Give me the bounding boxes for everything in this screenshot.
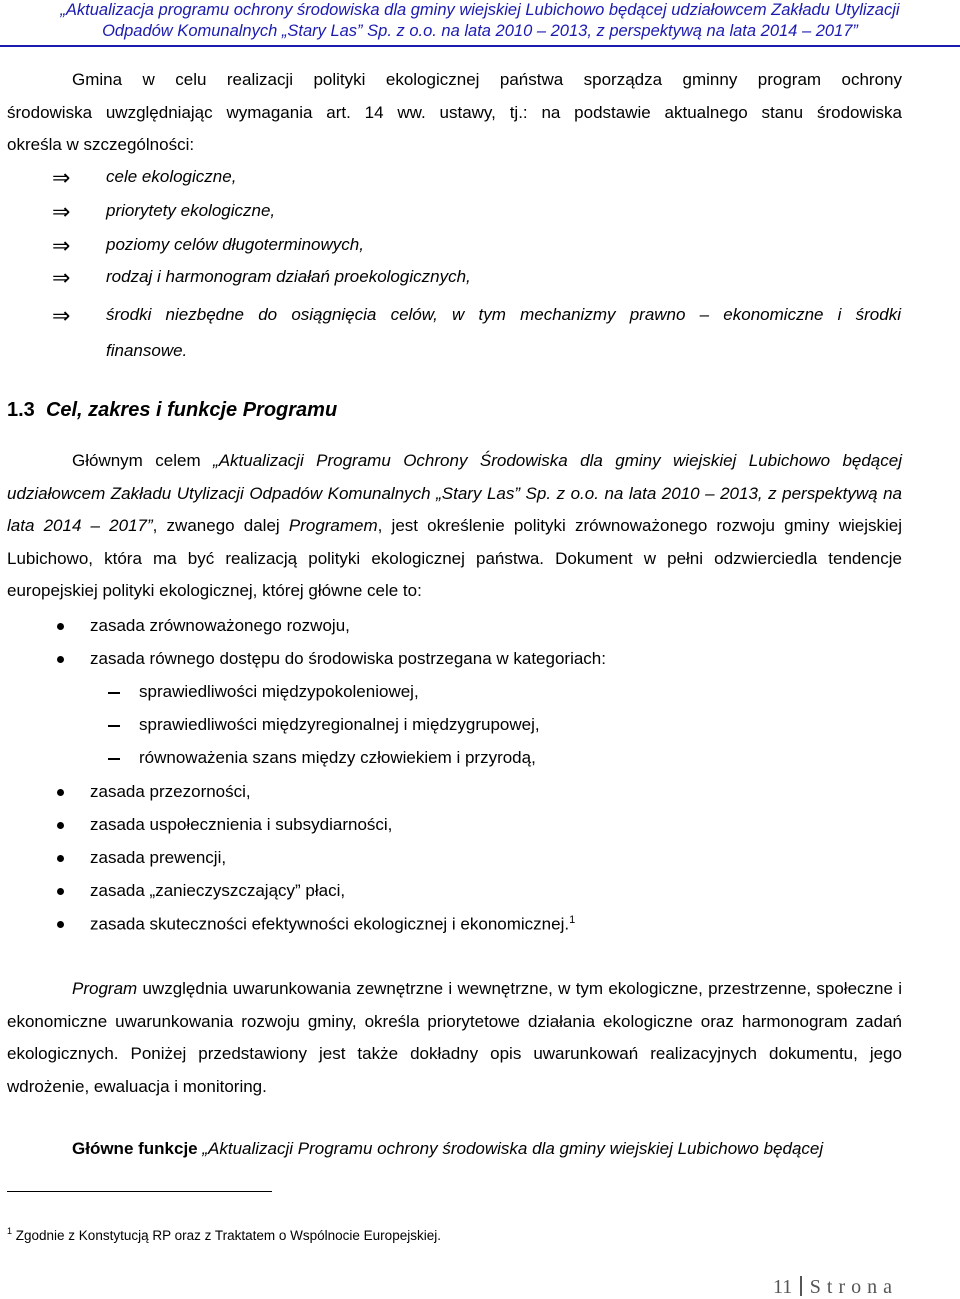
bullet-icon xyxy=(57,822,64,829)
functions-lead: Główne funkcje xyxy=(72,1139,203,1158)
double-arrow-icon: ⇒ xyxy=(52,165,71,190)
main-paragraph xyxy=(7,445,902,608)
section-number: 1.3 xyxy=(7,399,35,421)
bullet-text: zasada prewencji, xyxy=(90,848,227,867)
functions-line xyxy=(7,1133,902,1166)
bullet-icon xyxy=(57,921,64,928)
bullet-text: zasada przezorności, xyxy=(90,782,251,801)
bullet-text-content: zasada skuteczności efektywności ekologicznej i ekonomicznej. xyxy=(90,914,570,934)
arrow-item-text: poziomy celów długoterminowych, xyxy=(106,235,364,254)
footnote-reference: 1 xyxy=(569,914,576,926)
functions-title: „Aktualizacji Programu ochrony środowiska dla gminy wiejskiej Lubichowo będącej xyxy=(202,1139,824,1158)
page-header xyxy=(0,0,960,42)
section-heading xyxy=(7,399,337,422)
dash-text: sprawiedliwości międzypokoleniowej, xyxy=(139,682,419,701)
bullet-text: zasada równego dostępu do środowiska postrzegana w kategoriach: xyxy=(90,649,606,668)
page-number xyxy=(773,1276,898,1299)
header-rule xyxy=(0,45,960,47)
double-arrow-icon: ⇒ xyxy=(52,265,71,290)
main-text: , jest określenie polityki zrównoważonego rozwoju gminy wiejskiej Lubichowo, która ma być realizacją polityki ekologicznej państwa. Dokument w pełni odzwierciedla tendencje europejskiej polityki ekologicznej, której główne cele to: xyxy=(7,516,902,600)
intro-line-1: Gmina w celu realizacji polityki ekologicznej państwa sporządza gminny program ochrony xyxy=(72,70,902,89)
bullet-text: zasada zrównoważonego rozwoju, xyxy=(90,616,350,635)
bullet-icon xyxy=(57,623,64,630)
bullet-icon xyxy=(57,789,64,796)
main-text: , zwanego dalej xyxy=(152,516,289,535)
arrow-item-text: cele ekologiczne, xyxy=(106,167,237,186)
bullet-text xyxy=(90,914,575,935)
bullet-text: zasada uspołecznienia i subsydiarności, xyxy=(90,815,393,834)
bullet-icon xyxy=(57,656,64,663)
bullet-icon xyxy=(57,888,64,895)
intro-paragraph xyxy=(7,64,902,162)
section-title: Cel, zakres i funkcje Programu xyxy=(45,399,338,421)
header-line-1: „Aktualizacja programu ochrony środowiska dla gminy wiejskiej Lubichowo będącej udziałowcem Zakładu Utylizacji xyxy=(60,1,900,19)
arrow-item-text: finansowe. xyxy=(106,341,188,360)
program-title-period: na lata 2010 – 2013, z perspektywą na lata 2014 – 2017” xyxy=(7,483,902,535)
page-number-value: 11 xyxy=(773,1276,793,1298)
program-term: Programem xyxy=(288,516,378,535)
footnote-text: Zgodnie z Konstytucją RP oraz z Traktatem o Wspólnocie Europejskiej. xyxy=(12,1228,441,1243)
arrow-item-text: priorytety ekologiczne, xyxy=(106,201,276,220)
double-arrow-icon: ⇒ xyxy=(52,303,71,328)
footnote xyxy=(7,1226,441,1243)
arrow-item-text: rodzaj i harmonogram działań proekologicznych, xyxy=(106,267,471,286)
program-title: „Aktualizacji Programu Ochrony Środowiska dla gminy wiejskiej Lubichowo będącej udziałowcem Zakładu Utylizacji Odpadów Komunalnych „Stary Las” Sp. z o.o. xyxy=(7,451,902,503)
intro-line-2: środowiska uwzględniając wymagania art. 14 ww. ustawy, tj.: na podstawie aktualnego stanu środowiska xyxy=(7,102,902,122)
bullet-text: zasada „zanieczyszczający” płaci, xyxy=(90,881,346,900)
bullet-icon xyxy=(57,855,64,862)
program-term: Program xyxy=(72,979,138,998)
header-line-2: Odpadów Komunalnych „Stary Las” Sp. z o.o. na lata 2010 – 2013, z perspektywą na lata 2014 – 2017” xyxy=(102,22,858,40)
double-arrow-icon: ⇒ xyxy=(52,199,71,224)
footnote-mark: 1 xyxy=(7,1226,13,1236)
intro-line-3: określa w szczególności: xyxy=(7,135,195,154)
dash-text: równoważenia szans między człowiekiem i przyrodą, xyxy=(139,748,536,767)
page-label: Strona xyxy=(809,1276,898,1298)
footnote-separator xyxy=(7,1191,272,1192)
double-arrow-icon: ⇒ xyxy=(52,233,71,258)
program-paragraph xyxy=(7,973,902,1103)
dash-text: sprawiedliwości międzyregionalnej i międzygrupowej, xyxy=(139,715,540,734)
arrow-item-text: środki niezbędne do osiągnięcia celów, w tym mechanizmy prawno – ekonomiczne i środki xyxy=(106,305,901,324)
main-text: Głównym celem xyxy=(72,451,214,470)
dash-icon xyxy=(108,692,120,694)
dash-icon xyxy=(108,758,120,760)
program-paragraph-text: uwzględnia uwarunkowania zewnętrzne i wewnętrzne, w tym ekologiczne, przestrzenne, społeczne i ekonomiczne uwarunkowania rozwoju gminy, określa priorytetowe działania ekologiczne oraz harmonogram zadań ekologicznych. Poniżej przedstawiony jest także dokładny opis uwarunkowań realizacyjnych dokumentu, jego wdrożenie, ewaluacja i monitoring. xyxy=(7,979,902,1096)
page-number-separator xyxy=(800,1276,802,1296)
dash-icon xyxy=(108,725,120,727)
